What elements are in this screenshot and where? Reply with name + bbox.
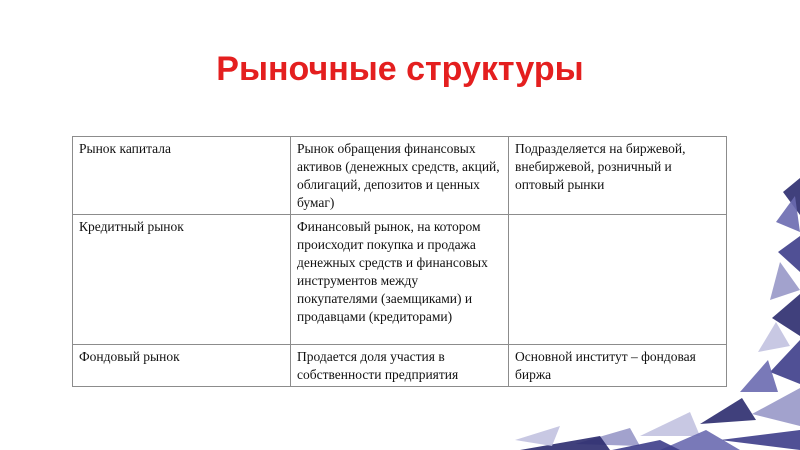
shard-shape [520, 436, 610, 450]
shard-shape [515, 426, 560, 446]
shard-shape [700, 398, 756, 424]
shard-shape [776, 196, 800, 232]
shard-shape [640, 412, 700, 436]
shard-shape [758, 322, 790, 352]
table-cell-definition: Рынок обращения финансовых активов (денежных средств, акций, облигаций, депозитов и ценных бумаг) [291, 137, 509, 215]
table-cell-note: Подразделяется на биржевой, внебиржевой, розничный и оптовый рынки [509, 137, 727, 215]
table-row [73, 345, 727, 387]
slide-title: Рыночные структуры [216, 50, 584, 88]
table-cell-market-name: Фондовый рынок [73, 345, 291, 387]
table-cell-market-name: Рынок капитала [73, 137, 291, 215]
market-structures-table [72, 136, 727, 387]
shard-shape [660, 430, 740, 450]
shard-shape [778, 236, 800, 272]
shard-shape [575, 428, 640, 446]
table-cell-note [509, 215, 727, 345]
shard-shape [770, 262, 800, 300]
shard-shape [772, 294, 800, 336]
table-cell-note: Основной институт – фондовая биржа [509, 345, 727, 387]
shard-shape [752, 388, 800, 426]
shard-shape [770, 340, 800, 384]
shard-shape [783, 178, 800, 215]
table-row [73, 137, 727, 215]
table-cell-definition: Продается доля участия в собственности предприятия [291, 345, 509, 387]
table-cell-definition: Финансовый рынок, на котором происходит покупка и продажа денежных средств и финансовых инструментов между покупателями (заемщиками) и продавцами (кредиторами) [291, 215, 509, 345]
shard-shape [612, 440, 680, 450]
table-cell-market-name: Кредитный рынок [73, 215, 291, 345]
shard-shape [740, 360, 778, 392]
table-row [73, 215, 727, 345]
shard-shape [720, 430, 800, 450]
